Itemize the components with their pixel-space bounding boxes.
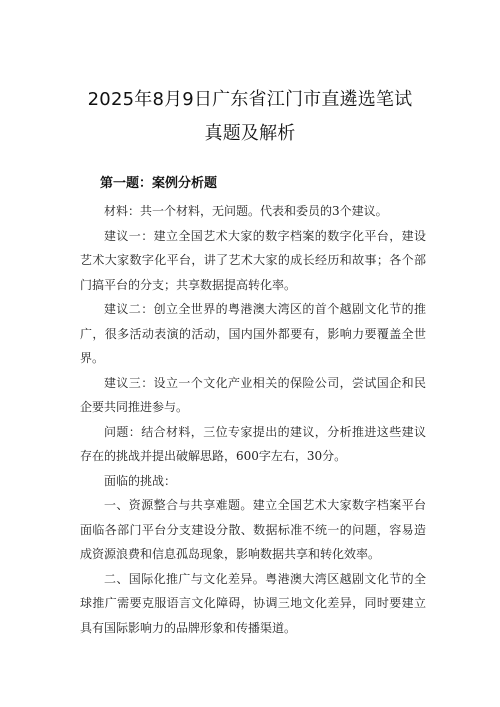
paragraph-question: 问题：结合材料，三位专家提出的建议，分析推进这些建议存在的挑战并提出破解思路，600字左右，30分。: [80, 424, 426, 463]
paragraph-challenge-2: 二、国际化推广与文化差异。粤港澳大湾区越剧文化节的全球推广需要克服语言文化障碍，协调三地文化差异，同时要建立具有国际影响力的品牌形象和传播渠道。: [80, 571, 426, 635]
document-title-line-2: 真题及解析: [204, 123, 296, 144]
section-heading: 第一题：案例分析题: [100, 176, 218, 191]
paragraph-suggestion-3: 建议三：设立一个文化产业相关的保险公司，尝试国企和民企要共同推进参与。: [80, 375, 426, 414]
document-body: [80, 199, 426, 640]
paragraph-material: 材料：共一个材料，无问题。代表和委员的3个建议。: [104, 204, 388, 218]
paragraph-suggestion-1: 建议一：建立全国艺术大家的数字档案的数字化平台，建设艺术大家数字化平台，讲了艺术大家的成长经历和故事；各个部门搞平台的分支；共享数据提高转化率。: [80, 228, 426, 292]
paragraph-challenge-1: 一、资源整合与共享难题。建立全国艺术大家数字档案平台面临各部门平台分支建设分散、数据标准不统一的问题，容易造成资源浪费和信息孤岛现象，影响数据共享和转化效率。: [80, 498, 426, 561]
document-title-line-1: 2025年8月9日广东省江门市直遴选笔试: [87, 89, 413, 110]
paragraph-challenges-heading: 面临的挑战：: [104, 473, 177, 488]
paragraph-suggestion-2: 建议二：创立全世界的粤港澳大湾区的首个越剧文化节的推广，很多活动表演的活动，国内国外都要有，影响力要覆盖全世界。: [80, 302, 426, 365]
